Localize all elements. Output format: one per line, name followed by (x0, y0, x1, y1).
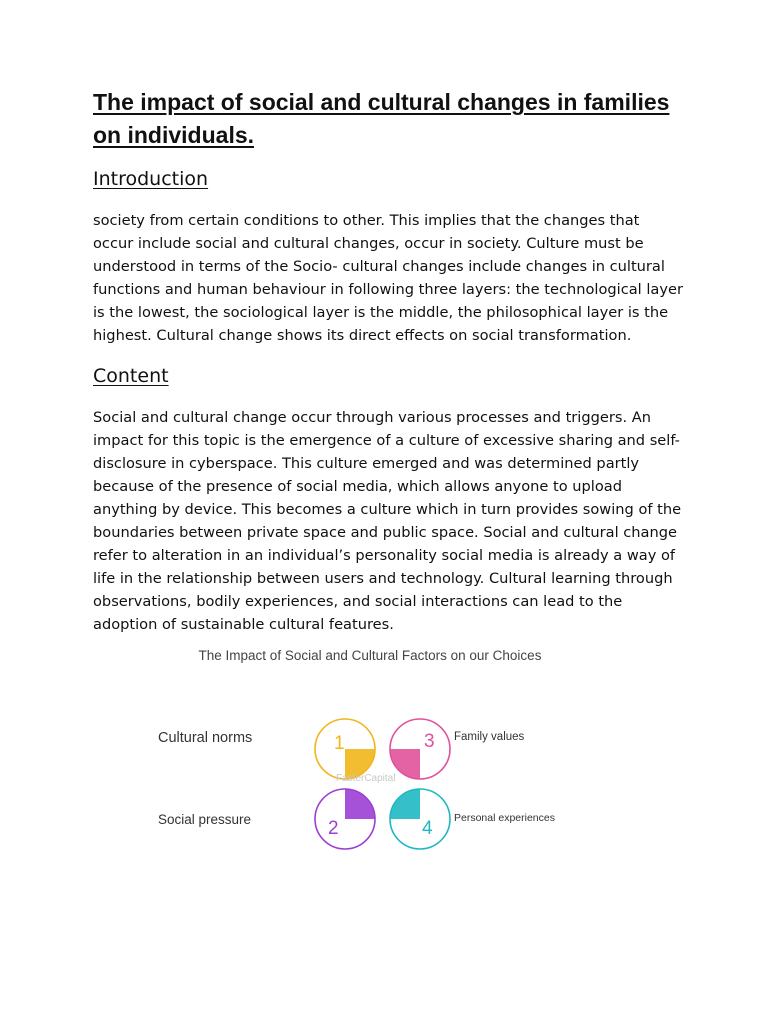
infographic-watermark: FasterCapital (336, 773, 396, 784)
factor-number-2: 2 (328, 818, 339, 839)
section-heading-content: Content (93, 365, 169, 387)
factor-label-personal-experiences: Personal experiences (454, 812, 555, 824)
factor-circle-2 (315, 789, 375, 849)
factor-circle-3 (390, 719, 450, 779)
document-title: The impact of social and cultural changes in families on individuals. (93, 89, 670, 148)
section-body-content: Social and cultural change occur through various processes and triggers. An impact for this topic is the emergence of a culture of excessive sharing and self-disclosure in cyberspace. This culture emerged and was determined partly because of the presence of social media, which allows anyone to upload anything by device. This becomes a culture which in turn provides sowing of the boundaries between private space and public space. Social and cultural change refer to alteration in an individual’s personality social media is already a way of life in the relationship between users and technology. Cultural learning through observations, bodily experiences, and social interactions can lead to the adoption of sustainable cultural features. (93, 409, 682, 633)
factor-circle-4 (390, 789, 450, 849)
factor-circle-1 (315, 719, 375, 779)
factor-number-4: 4 (422, 818, 433, 839)
factor-number-1: 1 (334, 733, 345, 754)
factor-number-3: 3 (424, 731, 435, 752)
section-body-introduction: society from certain conditions to other. This implies that the changes that occur include social and cultural changes, occur in society. Culture must be understood in terms of the Socio- cultural changes include changes in cultural functions and human behaviour in following three layers: the technological layer is the lowest, the sociological layer is the middle, the philosophical layer is the highest. Cultural change shows its direct effects on social transformation. (93, 212, 683, 344)
factor-label-social-pressure: Social pressure (158, 812, 252, 827)
section-heading-introduction: Introduction (93, 168, 209, 190)
infographic-image (150, 640, 590, 860)
factor-label-cultural-norms: Cultural norms (158, 730, 253, 746)
infographic-title: The Impact of Social and Cultural Factors on our Choices (198, 648, 542, 663)
factor-label-family-values: Family values (454, 731, 525, 743)
